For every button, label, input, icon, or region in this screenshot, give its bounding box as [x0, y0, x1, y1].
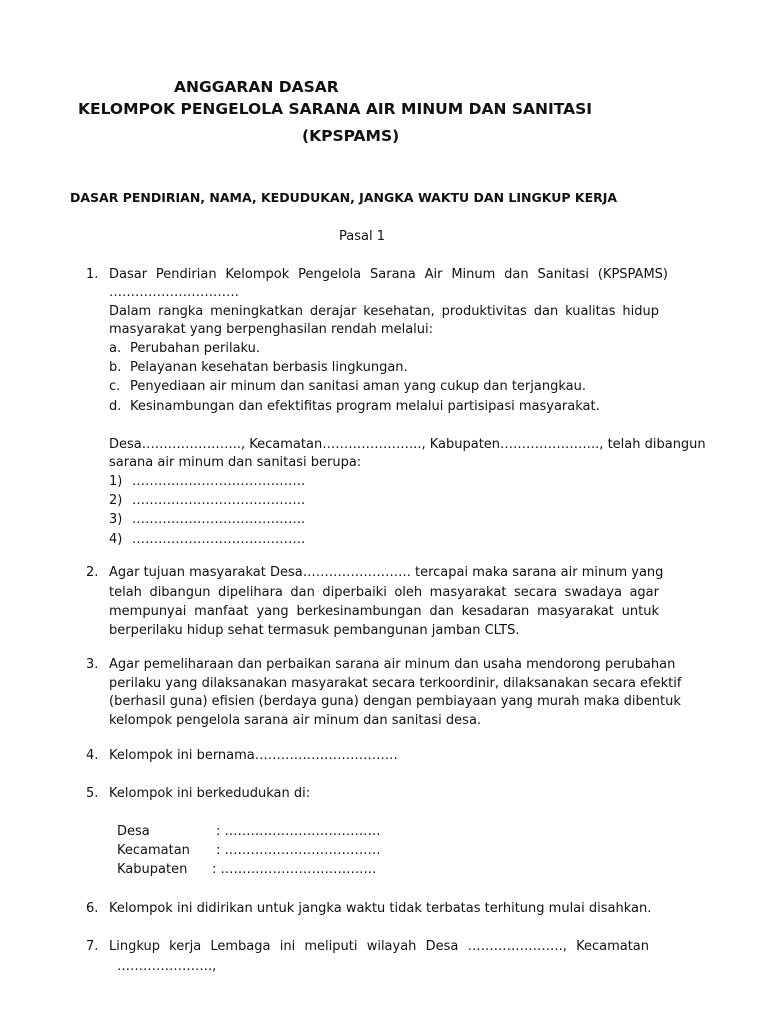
article-number: Pasal 1	[339, 229, 385, 244]
item-number: 1.	[86, 267, 99, 282]
list-text: ………………………………….	[132, 532, 306, 547]
document-title-line1: ANGGARAN DASAR	[174, 78, 339, 96]
item-number: 3.	[86, 657, 99, 672]
field-label-kabupaten: Kabupaten	[117, 862, 188, 877]
document-title-line3: (KPSPAMS)	[302, 127, 400, 145]
item-text: kelompok pengelola sarana air minum dan sanitasi desa.	[109, 713, 482, 728]
item-text: Agar pemeliharaan dan perbaikan sarana air minum dan usaha mendorong perubahan	[109, 657, 676, 672]
item-text: telah dibangun dipelihara dan diperbaiki oleh masyarakat secara swadaya agar	[109, 585, 659, 600]
field-value-kabupaten: : ………………………………	[212, 862, 377, 877]
field-label-kecamatan: Kecamatan	[117, 843, 190, 858]
sub-text: Penyediaan air minum dan sanitasi aman yang cukup dan terjangkau.	[130, 379, 586, 394]
sub-text: Kesinambungan dan efektifitas program melalui partisipasi masyarakat.	[130, 399, 600, 414]
list-text: ………………………………….	[132, 512, 306, 527]
item-text: …………………………	[109, 285, 239, 300]
item-text: Dalam rangka meningkatkan derajar kesehatan, produktivitas dan kualitas hidup	[109, 304, 659, 319]
list-label: 2)	[109, 493, 123, 508]
field-value-desa: : ………………………………	[216, 824, 381, 839]
item-number: 7.	[86, 939, 99, 954]
item-number: 4.	[86, 748, 99, 763]
item-text: Agar tujuan masyarakat Desa……………………. tercapai maka sarana air minum yang	[109, 565, 664, 580]
item-text: Dasar Pendirian Kelompok Pengelola Sarana Air Minum dan Sanitasi (KPSPAMS)	[109, 267, 668, 282]
sub-text: Perubahan perilaku.	[130, 341, 261, 356]
item-text: Kelompok ini berkedudukan di:	[109, 786, 311, 801]
sub-label: d.	[109, 399, 122, 414]
list-text: ………………………………….	[132, 474, 306, 489]
list-text: ………………………………….	[132, 493, 306, 508]
list-label: 3)	[109, 512, 123, 527]
document-title-line2: KELOMPOK PENGELOLA SARANA AIR MINUM DAN SANITASI	[78, 100, 593, 118]
sub-label: c.	[109, 379, 121, 394]
item-text: Desa………………….., Kecamatan………………….., Kabupaten………………….., telah dibangun	[109, 437, 706, 452]
item-text: Kelompok ini bernama……………………………	[109, 748, 398, 763]
item-text: Lingkup kerja Lembaga ini meliputi wilayah Desa …………………., Kecamatan	[109, 939, 649, 954]
item-number: 6.	[86, 901, 99, 916]
field-label-desa: Desa	[117, 824, 150, 839]
item-text: (berhasil guna) efisien (berdaya guna) dengan pembiayaan yang murah maka dibentuk	[109, 694, 681, 709]
sub-label: b.	[109, 360, 122, 375]
item-text: ………………….,	[117, 959, 217, 974]
item-text: mempunyai manfaat yang berkesinambungan dan kesadaran masyarakat untuk	[109, 604, 659, 619]
item-number: 2.	[86, 565, 99, 580]
field-value-kecamatan: : ………………………………	[216, 843, 381, 858]
item-number: 5.	[86, 786, 99, 801]
sub-label: a.	[109, 341, 122, 356]
item-text: perilaku yang dilaksanakan masyarakat secara terkoordinir, dilaksanakan secara efektif	[109, 676, 682, 691]
section-heading: DASAR PENDIRIAN, NAMA, KEDUDUKAN, JANGKA WAKTU DAN LINGKUP KERJA	[70, 190, 618, 205]
list-label: 4)	[109, 532, 123, 547]
sub-text: Pelayanan kesehatan berbasis lingkungan.	[130, 360, 408, 375]
item-text: Kelompok ini didirikan untuk jangka waktu tidak terbatas terhitung mulai disahkan.	[109, 901, 652, 916]
item-text: sarana air minum dan sanitasi berupa:	[109, 455, 362, 470]
item-text: masyarakat yang berpenghasilan rendah melalui:	[109, 322, 433, 337]
list-label: 1)	[109, 474, 123, 489]
item-text: berperilaku hidup sehat termasuk pembangunan jamban CLTS.	[109, 623, 520, 638]
